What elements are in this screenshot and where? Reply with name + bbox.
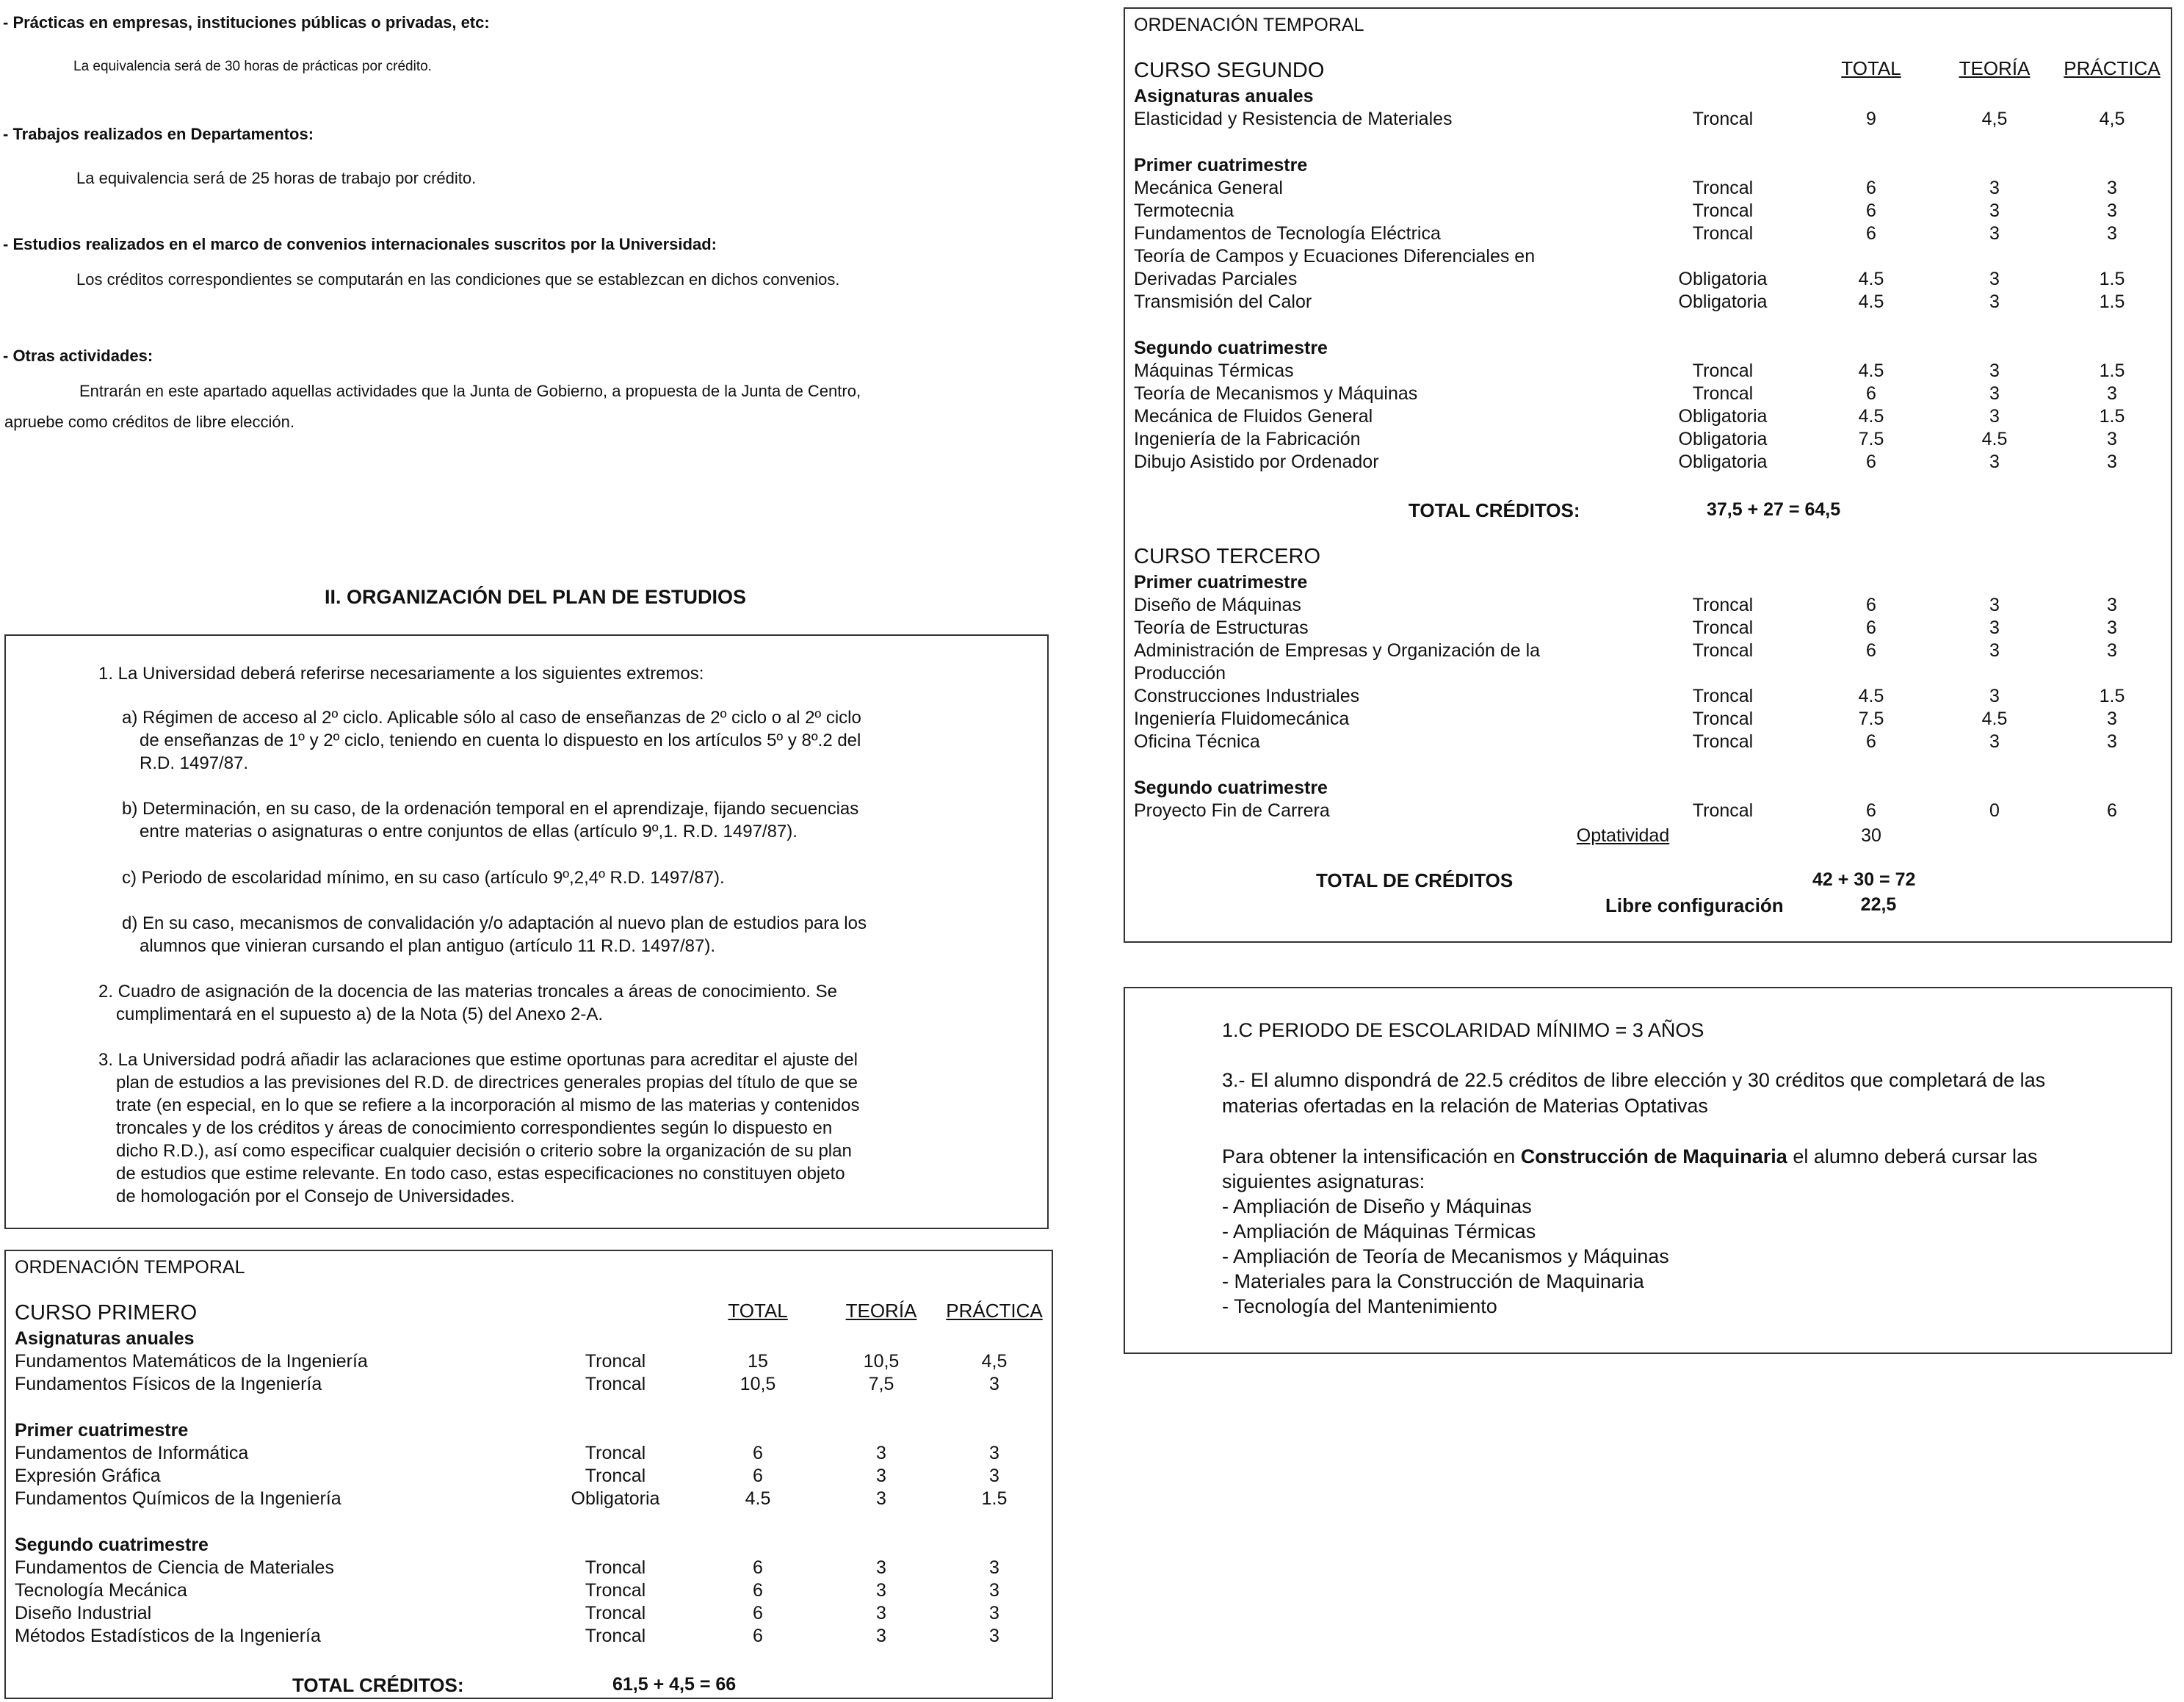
practice-credits: 3 [2107,618,2117,638]
table-row [1134,245,2162,268]
theory-credits: 3 [1989,406,2000,427]
optatividad-value: 30 [1861,825,1881,846]
subject-name: Teoría de Campos y Ecuaciones Diferenciales en [1134,246,1536,267]
heading-otras: - Otras actividades: [3,347,153,365]
org-a-3: R.D. 1497/87. [140,753,249,773]
table-row [15,1442,1043,1465]
theory-credits: 3 [1989,223,2000,244]
theory-credits: 3 [1989,452,2000,472]
subject-name: Máquinas Térmicas [1134,361,1294,381]
table2-body [1134,85,2162,496]
notes-p2-after: el alumno deberá cursar las [1787,1145,2038,1167]
table3-total-label: TOTAL DE CRÉDITOS [1316,869,1514,891]
subject-type: Troncal [1692,200,1754,221]
subject-name: Dibujo Asistido por Ordenador [1134,452,1379,472]
table-row [1134,662,2162,685]
subject-name: Administración de Empresas y Organización de la [1134,640,1541,661]
table-curso-primero [4,1250,1053,1699]
table1-header-total: TOTAL [728,1300,788,1322]
total-credits: 15 [748,1351,768,1372]
subject-name: Fundamentos Físicos de la Ingeniería [15,1374,322,1394]
subject-name: Fundamentos Químicos de la Ingeniería [15,1488,341,1509]
subject-name: Métodos Estadísticos de la Ingeniería [15,1626,321,1646]
group-title: Segundo cuatrimestre [15,1535,209,1555]
theory-credits: 3 [1989,269,2000,289]
practice-credits: 1.5 [2099,361,2125,381]
practice-credits: 3 [989,1603,999,1623]
org-item-3-3: trate (en especial, en lo que se refiere a la incorporación al mismo de las materias y contenidos [116,1096,860,1115]
subject-type: Troncal [585,1557,646,1578]
table1-body [15,1328,1043,1680]
theory-credits: 3 [1989,383,2000,404]
group-title: Primer cuatrimestre [15,1420,189,1441]
section-title: II. ORGANIZACIÓN DEL PLAN DE ESTUDIOS [325,586,747,608]
theory-credits: 3 [1989,618,2000,638]
optatividad-label: Optatividad [1576,825,1670,846]
total-credits: 4.5 [1858,406,1884,427]
practice-credits: 4,5 [2099,109,2125,129]
subject-type: Obligatoria [1678,269,1768,289]
table1-total-value: 61,5 + 4,5 = 66 [612,1674,737,1695]
table-row [1134,200,2162,222]
practice-credits: 3 [2107,178,2117,198]
subject-type: Troncal [1692,709,1754,729]
subject-type: Troncal [1692,618,1754,638]
table-row [1134,108,2162,131]
table-row [15,1557,1043,1579]
subject-name: Teoría de Estructuras [1134,618,1309,638]
heading-estudios: - Estudios realizados en el marco de convenios internacionales suscritos por la Universidad: [3,235,717,253]
notes-p2-before: Para obtener la intensificación en [1222,1145,1521,1167]
notes-p1-1: 3.- El alumno dispondrá de 22.5 créditos de libre elección y 30 créditos que completará de las [1222,1069,2046,1091]
table-row [1134,177,2162,200]
total-credits: 9 [1866,109,1876,129]
subject-name: Elasticidad y Resistencia de Materiales [1134,109,1453,129]
theory-credits: 3 [1989,200,2000,221]
theory-credits: 3 [876,1603,886,1623]
table-row [1134,428,2162,451]
subject-type: Troncal [1692,640,1754,661]
table-row [15,1602,1043,1625]
table1-caption: ORDENACIÓN TEMPORAL [15,1257,245,1278]
table-row [1134,640,2162,662]
table2-header-total: TOTAL [1841,57,1901,79]
subject-name: Expresión Gráfica [15,1466,161,1486]
practice-credits: 3 [2107,223,2117,244]
table2-course: CURSO SEGUNDO [1134,59,1325,82]
practice-credits: 3 [2107,200,2117,221]
theory-credits: 0 [1989,800,2000,821]
text-trabajos: La equivalencia será de 25 horas de trabajo por crédito. [76,169,477,187]
libre-value: 22,5 [1860,894,1897,915]
total-credits: 7.5 [1858,429,1884,449]
org-item-3-5: dicho R.D.), así como especificar cualquier decisión o criterio sobre la organización de su plan [116,1141,852,1161]
table-row [1134,617,2162,640]
group-title: Asignaturas anuales [1134,86,1314,106]
group-title: Segundo cuatrimestre [1134,338,1328,358]
table-curso-segundo-tercero [1124,7,2172,943]
subject-name: Fundamentos de Informática [15,1443,249,1463]
subject-type: Obligatoria [1678,291,1768,312]
org-c-1: c) Periodo de escolaridad mínimo, en su caso (artículo 9º,2,4º R.D. 1497/87). [122,868,725,888]
theory-credits: 3 [876,1466,886,1486]
theory-credits: 3 [1989,361,2000,381]
table3-total-value: 42 + 30 = 72 [1812,869,1916,890]
subject-type: Troncal [585,1443,646,1463]
table-row [1134,708,2162,731]
total-credits: 6 [1866,800,1876,821]
theory-credits: 4.5 [1981,429,2008,449]
notes-p2-2: siguientes asignaturas: [1222,1170,1425,1192]
practice-credits: 1.5 [2099,686,2125,706]
org-b-1: b) Determinación, en su caso, de la ordenación temporal en el aprendizaje, fijando secuencias [122,799,859,819]
table1-header-practica: PRÁCTICA [946,1300,1043,1322]
subject-type: Troncal [1692,686,1754,706]
text-practicas: La equivalencia será de 30 horas de prácticas por crédito. [73,59,432,74]
org-item-3-2: plan de estudios a las previsiones del R.D. de directrices generales propias del título de que se [116,1073,858,1093]
total-credits: 6 [753,1557,763,1578]
notes-box [1124,987,2172,1354]
org-item-2-2: cumplimentará en el supuesto a) de la Nota (5) del Anexo 2-A. [116,1004,604,1024]
theory-credits: 3 [1989,731,2000,752]
practice-credits: 1.5 [2099,291,2125,312]
practice-credits: 3 [2107,595,2117,615]
subject-type: Obligatoria [1678,452,1768,472]
notes-p2-bold: Construcción de Maquinaria [1520,1145,1787,1167]
notes-list-1: - Ampliación de Diseño y Máquinas [1222,1195,1532,1217]
subject-type: Troncal [1692,361,1754,381]
subject-name: Oficina Técnica [1134,731,1260,752]
practice-credits: 3 [989,1626,999,1646]
total-credits: 6 [1866,178,1876,198]
subject-name: Fundamentos Matemáticos de la Ingeniería [15,1351,368,1372]
total-credits: 4.5 [1858,291,1884,312]
table-row [1134,594,2162,617]
table-row [15,1625,1043,1648]
theory-credits: 3 [876,1488,886,1509]
table2-total-value: 37,5 + 27 = 64,5 [1707,499,1841,520]
practice-credits: 1.5 [2099,269,2125,289]
total-credits: 6 [753,1626,763,1646]
notes-list-2: - Ampliación de Máquinas Térmicas [1222,1220,1536,1242]
org-item-3-7: de homologación por el Consejo de Universidades. [116,1187,515,1206]
org-item-1: 1. La Universidad deberá referirse necesariamente a los siguientes extremos: [98,664,704,684]
total-credits: 4.5 [1858,686,1884,706]
subject-name: Fundamentos de Ciencia de Materiales [15,1557,334,1578]
text-estudios: Los créditos correspondientes se computarán en las condiciones que se establezcan en dichos convenios. [76,270,840,289]
theory-credits: 3 [1989,291,2000,312]
subject-name: Proyecto Fin de Carrera [1134,800,1330,821]
subject-type: Troncal [1692,595,1754,615]
practice-credits: 3 [989,1374,999,1394]
org-item-2-1: 2. Cuadro de asignación de la docencia de las materias troncales a áreas de conocimiento. Se [98,982,837,1002]
subject-type: Troncal [585,1374,646,1394]
total-credits: 7.5 [1858,709,1884,729]
group-title: Segundo cuatrimestre [1134,778,1328,798]
organization-box [4,634,1049,1229]
subject-name: Producción [1134,663,1226,684]
theory-credits: 3 [876,1443,886,1463]
total-credits: 4.5 [1858,269,1884,289]
table-row [1134,405,2162,428]
subject-name: Tecnología Mecánica [15,1580,187,1601]
table1-total-label: TOTAL CRÉDITOS: [292,1674,464,1696]
heading-trabajos: - Trabajos realizados en Departamentos: [3,125,314,143]
table1-course: CURSO PRIMERO [15,1301,198,1325]
subject-type: Troncal [585,1603,646,1623]
practice-credits: 3 [2107,452,2117,472]
group-title: Asignaturas anuales [15,1328,195,1349]
subject-type: Troncal [1692,383,1754,404]
group-title: Primer cuatrimestre [1134,572,1308,593]
table-row [1134,268,2162,291]
subject-type: Obligatoria [571,1488,660,1509]
notes-list-5: - Tecnología del Mantenimiento [1222,1295,1497,1317]
theory-credits: 3 [1989,686,2000,706]
table-row [1134,731,2162,753]
theory-credits: 7,5 [868,1374,894,1394]
table-row [15,1465,1043,1488]
table-row [15,1350,1043,1373]
total-credits: 4.5 [745,1488,771,1509]
group-title: Primer cuatrimestre [1134,155,1308,175]
practice-credits: 6 [2107,800,2117,821]
total-credits: 6 [753,1580,763,1601]
notes-p1-2: materias ofertadas en la relación de Materias Optativas [1222,1095,1708,1117]
table-row [1134,383,2162,405]
subject-name: Fundamentos de Tecnología Eléctrica [1134,223,1441,244]
theory-credits: 3 [876,1557,886,1578]
theory-credits: 4,5 [1981,109,2008,129]
practice-credits: 3 [2107,731,2117,752]
theory-credits: 10,5 [863,1351,900,1372]
practice-credits: 3 [2107,640,2117,661]
notes-list-3: - Ampliación de Teoría de Mecanismos y Máquinas [1222,1245,1669,1267]
org-item-3-6: de estudios que estime relevante. En todo caso, estas especificaciones no constituyen objeto [116,1164,845,1184]
practice-credits: 3 [989,1466,999,1486]
table2-caption: ORDENACIÓN TEMPORAL [1134,15,1364,35]
org-a-2: de enseñanzas de 1º y 2º ciclo, teniendo en cuenta lo dispuesto en los artículos 5º y 8º.2 del [140,731,861,750]
text-otras-2: apruebe como créditos de libre elección. [4,413,295,431]
subject-name: Termotecnia [1134,200,1234,221]
org-item-3-1: 3. La Universidad podrá añadir las aclaraciones que estime oportunas para acreditar el ajuste del [98,1050,858,1070]
total-credits: 6 [1866,383,1876,404]
table-row [15,1373,1043,1396]
table-row [1134,800,2162,822]
theory-credits: 4.5 [1981,709,2008,729]
subject-name: Derivadas Parciales [1134,269,1298,289]
subject-type: Obligatoria [1678,429,1768,449]
text-otras-1: Entrarán en este apartado aquellas actividades que la Junta de Gobierno, a propuesta de la Junta de Centro, [79,382,861,400]
practice-credits: 1.5 [2099,406,2125,427]
libre-label: Libre configuración [1605,894,1784,916]
practice-credits: 3 [989,1443,999,1463]
subject-type: Troncal [585,1626,646,1646]
table1-header-teoria: TEORÍA [845,1300,917,1322]
subject-type: Troncal [585,1351,646,1372]
total-credits: 6 [753,1466,763,1486]
table2-header-teoria: TEORÍA [1959,57,2031,79]
total-credits: 6 [1866,595,1876,615]
total-credits: 6 [1866,200,1876,221]
total-credits: 6 [1866,731,1876,752]
theory-credits: 3 [876,1580,886,1601]
subject-name: Transmisión del Calor [1134,291,1312,312]
theory-credits: 3 [1989,640,2000,661]
table-row [1134,222,2162,245]
practice-credits: 3 [2107,429,2117,449]
subject-name: Mecánica General [1134,178,1283,198]
org-a-1: a) Régimen de acceso al 2º ciclo. Aplicable sólo al caso de enseñanzas de 2º ciclo o al 2º ciclo [122,708,861,728]
subject-type: Troncal [1692,223,1754,244]
subject-type: Obligatoria [1678,406,1768,427]
table2-course3: CURSO TERCERO [1134,545,1321,568]
practice-credits: 4,5 [981,1351,1008,1372]
subject-type: Troncal [1692,731,1754,752]
subject-name: Diseño de Máquinas [1134,595,1301,615]
total-credits: 6 [1866,223,1876,244]
table-row [15,1579,1043,1602]
total-credits: 4.5 [1858,361,1884,381]
table2-total-label: TOTAL CRÉDITOS: [1409,499,1580,521]
subject-name: Teoría de Mecanismos y Máquinas [1134,383,1418,404]
subject-name: Mecánica de Fluidos General [1134,406,1373,427]
org-b-2: entre materias o asignaturas o entre conjuntos de ellas (artículo 9º,1. R.D. 1497/87). [140,822,798,841]
table2-header-practica: PRÁCTICA [2064,57,2161,79]
notes-p2-1 [1222,1144,2038,1170]
practice-credits: 1.5 [981,1488,1008,1509]
table-row [1134,451,2162,474]
theory-credits: 3 [1989,595,2000,615]
practice-credits: 3 [2107,709,2117,729]
table-row [1134,291,2162,314]
subject-name: Construcciones Industriales [1134,686,1360,706]
total-credits: 6 [753,1443,763,1463]
org-item-3-4: troncales y de los créditos y áreas de conocimiento correspondientes según lo dispuesto en [116,1118,833,1138]
notes-periodo: 1.C PERIODO DE ESCOLARIDAD MÍNIMO = 3 AÑOS [1222,1019,1704,1041]
subject-type: Troncal [585,1580,646,1601]
total-credits: 6 [753,1603,763,1623]
total-credits: 6 [1866,618,1876,638]
total-credits: 10,5 [740,1374,776,1394]
practice-credits: 3 [989,1557,999,1578]
table-row [1134,685,2162,708]
subject-type: Troncal [585,1466,646,1486]
org-d-2: alumnos que vinieran cursando el plan antiguo (artículo 11 R.D. 1497/87). [140,936,716,956]
table-row [15,1488,1043,1510]
total-credits: 6 [1866,452,1876,472]
subject-type: Troncal [1692,109,1754,129]
subject-name: Ingeniería de la Fabricación [1134,429,1361,449]
subject-type: Troncal [1692,800,1754,821]
notes-list-4: - Materiales para la Construcción de Maquinaria [1222,1270,1644,1292]
practice-credits: 3 [989,1580,999,1601]
subject-type: Troncal [1692,178,1754,198]
table-row [1134,360,2162,383]
subject-name: Ingeniería Fluidomecánica [1134,709,1350,729]
subject-name: Diseño Industrial [15,1603,152,1623]
theory-credits: 3 [1989,178,2000,198]
theory-credits: 3 [876,1626,886,1646]
org-d-1: d) En su caso, mecanismos de convalidación y/o adaptación al nuevo plan de estudios para los [122,913,867,933]
table3-body [1134,571,2162,821]
total-credits: 6 [1866,640,1876,661]
practice-credits: 3 [2107,383,2117,404]
heading-practicas: - Prácticas en empresas, instituciones públicas o privadas, etc: [3,13,490,32]
